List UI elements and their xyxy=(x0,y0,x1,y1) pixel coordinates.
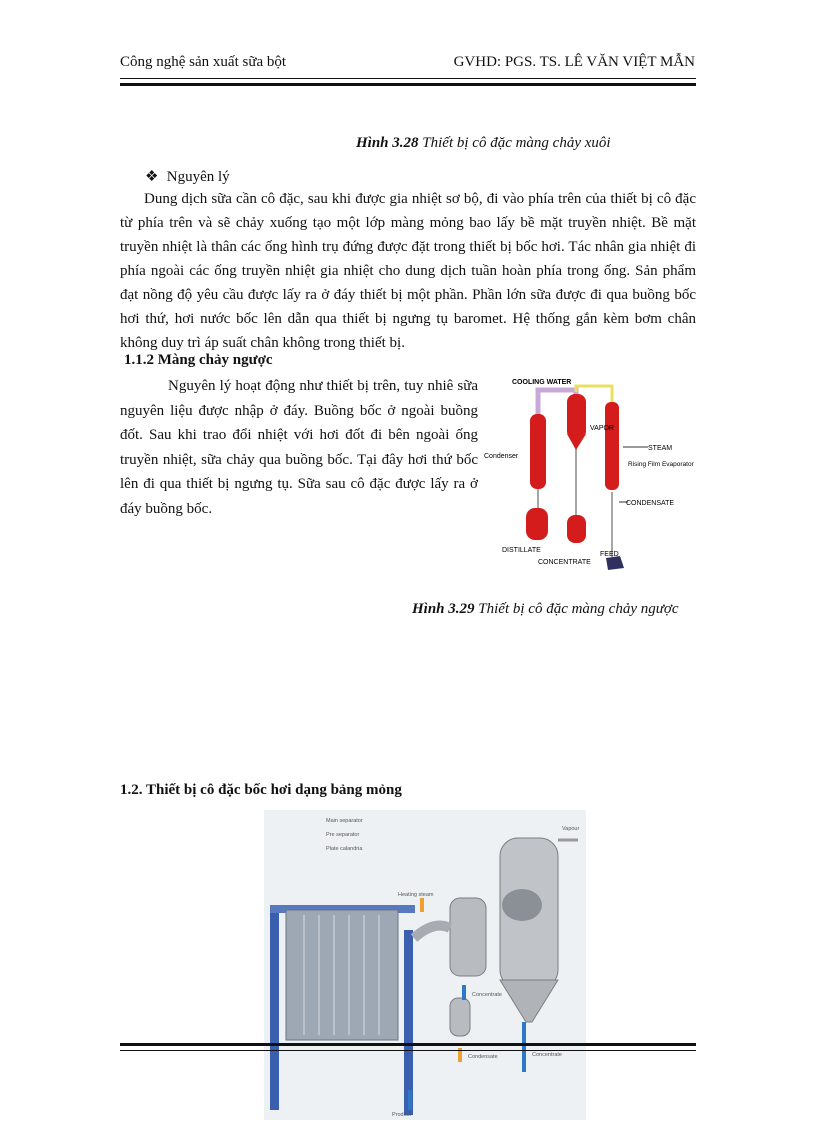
label-pre-separator: Pre separator xyxy=(326,832,360,838)
caption-text: Thiết bị cô đặc màng chảy ngược xyxy=(474,601,679,617)
separator-vessel xyxy=(567,394,586,439)
header-instructor: GVHD: PGS. TS. LÊ VĂN VIỆT MẪN xyxy=(453,54,695,70)
label-feed: FEED xyxy=(600,551,619,558)
frame-post-right xyxy=(404,930,413,1115)
rising-film-paragraph: Nguyên lý hoạt động như thiết bị trên, tuy nhiê sữa nguyên liệu được nhập ở đáy. Buồng bốc ở ngoài buồng đốt. Sau khi trao đổi nhiệt với hơi đốt đi bên ngoài ống truyền nhiệt, sữa chảy qua buồng bốc. Tại đây hơi thứ bốc lên đi qua thiết bị ngưng tụ. Sữa sau cô đặc được lấy ra ở đáy buồng bốc. xyxy=(120,378,478,517)
feed-pump-icon xyxy=(606,556,624,570)
label-steam: STEAM xyxy=(648,445,673,452)
label-vapor: VAPOR xyxy=(590,425,614,432)
frame-post-left xyxy=(270,905,279,1110)
caption-label: Hình 3.29 xyxy=(412,601,475,617)
label-plate-calandria: Plate calandria xyxy=(326,846,363,852)
concentrate-tank xyxy=(567,515,586,543)
label-distillate: DISTILLATE xyxy=(502,547,541,554)
label-concentrate-2: Concentrate xyxy=(532,1052,562,1058)
principle-heading xyxy=(145,167,230,186)
rising-film-evaporator-diagram xyxy=(478,372,696,572)
section-title-plate-evaporator: 1.2. Thiết bị cô đặc bốc hơi dạng bảng mỏng xyxy=(120,782,402,798)
footer-rule-thin xyxy=(120,1050,696,1051)
label-concentrate-1: Concentrate xyxy=(472,992,502,998)
separator-cone xyxy=(567,434,586,450)
label-heating-steam: Heating steam xyxy=(398,892,434,898)
pre-separator-vessel xyxy=(450,898,486,976)
plate-evaporator-illustration xyxy=(264,810,586,1120)
label-product: Product xyxy=(392,1112,411,1118)
label-cooling-water: COOLING WATER xyxy=(512,379,572,386)
label-condenser: Condenser xyxy=(484,453,519,460)
evaporator-vessel xyxy=(605,402,619,490)
principle-title: Nguyên lý xyxy=(166,169,230,185)
label-concentrate: CONCENTRATE xyxy=(538,559,591,566)
header-title: Công nghệ sản xuất sữa bột xyxy=(120,54,287,70)
separator-cutaway xyxy=(502,889,542,921)
condensate-pot xyxy=(450,998,470,1036)
footer-rule-thick xyxy=(120,1043,696,1046)
bullet-icon: ❖ xyxy=(145,169,159,185)
label-condensate: Condensate xyxy=(468,1054,498,1060)
caption-text: Thiết bị cô đặc màng chảy xuôi xyxy=(418,135,611,151)
condenser-vessel xyxy=(530,414,546,489)
header-rule-thin xyxy=(120,78,696,79)
header-rule-thick xyxy=(120,83,696,86)
distillate-tank xyxy=(526,508,548,540)
figure-caption-3-28 xyxy=(356,135,611,152)
label-main-separator: Main separator xyxy=(326,818,363,824)
figure-caption-3-29 xyxy=(412,601,679,618)
label-condensate: CONDENSATE xyxy=(626,500,675,507)
label-vapour: Vapour xyxy=(562,826,580,832)
principle-paragraph: Dung dịch sữa cần cô đặc, sau khi được gia nhiệt sơ bộ, đi vào phía trên của thiết bị cô đặc từ phía trên và sẽ chảy xuống tạo một lớp màng mỏng bao lấy bề mặt truyền nhiệt. Bề mặt truyền nhiệt là thân các ống hình trụ đứng được đặt trong thiết bị bốc hơi. Tác nhân gia nhiệt đi phía ngoài các ống truyền nhiệt gia nhiệt cho dung dịch tuần hoàn phía trong ống. Sản phẩm đạt nồng độ yêu cầu được lấy ra ở đáy thiết bị một phần. Phần lớn sữa được đi qua buồng bốc hơi thứ, hơi nước bốc lên dẫn qua thiết bị ngưng tụ baromet. Hệ thống gắn kèm bơm chân không duy trì áp suất chân không trong thiết bị. xyxy=(120,191,696,351)
section-title-rising-film: 1.1.2 Màng chảy ngược xyxy=(124,352,273,368)
plate-pack xyxy=(286,910,398,1040)
caption-label: Hình 3.28 xyxy=(356,135,419,151)
label-rising-film: Rising Film Evaporator xyxy=(628,461,694,468)
